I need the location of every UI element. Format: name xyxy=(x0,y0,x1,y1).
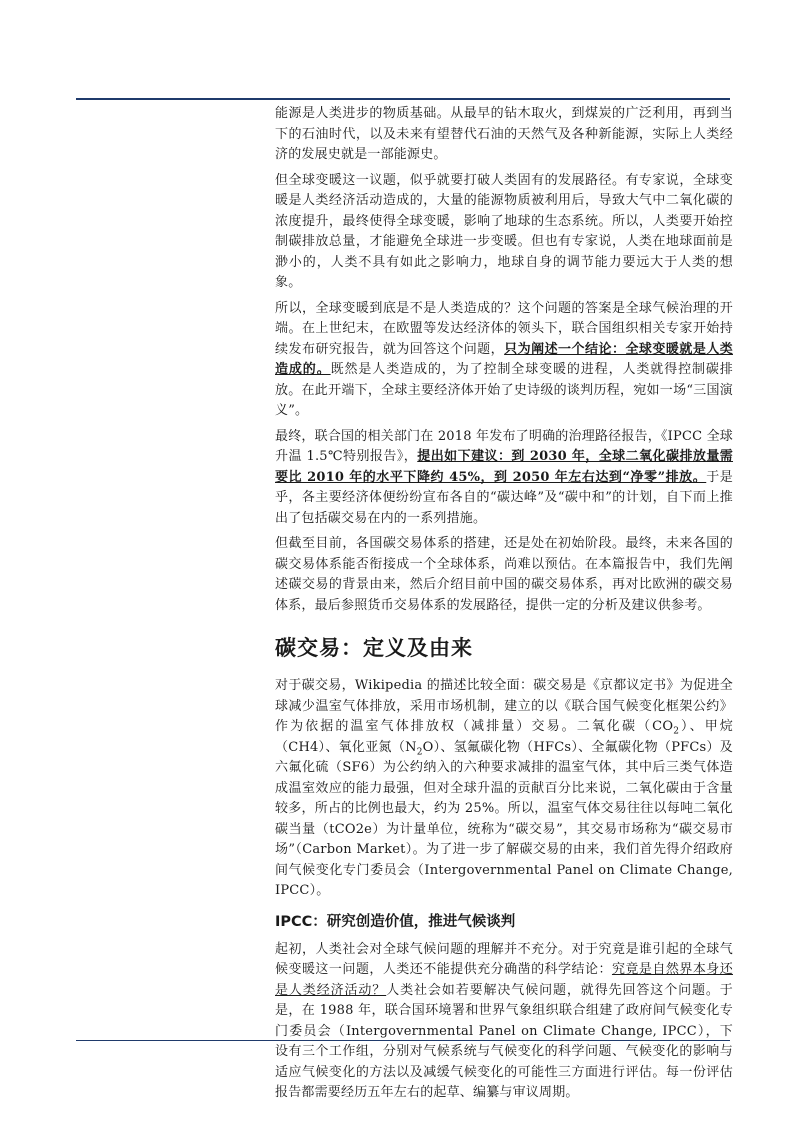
page-body xyxy=(275,104,733,1109)
text-span: 起初，人类社会对全球气候问题的理解并不充分。对于究竟是谁引起的全球气候变暖这一问题，人类还不能提供充分确凿的科学结论： xyxy=(275,941,733,977)
paragraph-ipcc-origin xyxy=(275,299,733,422)
section-title: 碳交易：定义及由来 xyxy=(275,636,473,660)
text-span: 最终，联合国的相关部门在 2018 年发布了明确的治理路径报告，《IPCC 全球升温 1.5℃特别报告》， xyxy=(275,428,733,464)
text-span: 对于碳交易，Wikipedia 的描述比较全面：碳交易是《京都议定书》为促进全球减少温室气体排放，采用市场机制，建立的以《联合国气候变化框架公约》作为依据的温室气体排放权（减排量）交易。二氧化碳（CO xyxy=(275,678,733,734)
subscript: 2 xyxy=(416,747,423,758)
text-span: 既然是人类造成的，为了控制全球变暖的进程，人类就得控制碳排放。在此开端下，全球主要经济体开始了史诗级的谈判历程，宛如一场“三国演义”。 xyxy=(275,362,733,418)
emphasis-conclusion: 只为阐述一个结论：全球变暖就是人类造成的。 xyxy=(275,341,733,377)
paragraph-ipcc-report xyxy=(275,427,733,530)
paragraph-report-outline: 但截至目前，各国碳交易体系的搭建，还是处在初始阶段。最终，未来各国的碳交易体系能否衔接成一个全球体系，尚难以预估。在本篇报告中，我们先阐述碳交易的背景由来，然后介绍目前中国的碳交易体系，再对比欧洲的碳交易体系，最后参照货币交易体系的发展路径，提供一定的分析及建议供参考。 xyxy=(275,536,733,613)
header-rule xyxy=(76,98,730,100)
subsection-title: IPCC：研究创造价值，推进气候谈判 xyxy=(275,913,516,930)
text-span: 人类社会如若要解决气候问题，就得先回答这个问题。于是，在 1988 年，联合国环境署和世界气象组织联合组建了政府间气候变化专门委员会（Intergovernmental Panel on Climate Change, IPCC），下设有三个工作组，分别对气候系统与气候变化的科学问题、气候变化的影响与适应气候变化的方法以及减缓气候变化的可能性三方面进行评估。每一份评估报告都需要经历五年左右的起草、编纂与审议周期。 xyxy=(275,982,733,1100)
subscript: 2 xyxy=(673,726,680,737)
emphasis-question: 究竟是自然界本身还是人类经济活动？ xyxy=(275,962,733,998)
paragraph-carbon-trading-definition xyxy=(275,676,733,902)
paragraph-global-warming-debate: 但全球变暖这一议题，似乎就要打破人类固有的发展路径。有专家说，全球变暖是人类经济活动造成的，大量的能源物质被利用后，导致大气中二氧化碳的浓度提升，最终使得全球变暖，影响了地球的生态系统。所以，人类要开始控制碳排放总量，才能避免全球进一步变暖。但也有专家说，人类在地球面前是渺小的，人类不具有如此之影响力，地球自身的调节能力要远大于人类的想象。 xyxy=(275,172,733,290)
text-span: 于是乎，各主要经济体便纷纷宣布各自的“碳达峰”及“碳中和”的计划，自下而上推出了包括碳交易在内的一系列措施。 xyxy=(275,469,733,526)
text-span: ）、甲烷（CH4）、氧化亚氮（N xyxy=(275,719,733,755)
emphasis-targets: 提出如下建议：到 2030 年，全球二氧化碳排放量需要比 2010 年的水平下降约 45%，到 2050 年左右达到“净零”排放。 xyxy=(275,449,734,485)
footer-rule xyxy=(76,1040,730,1041)
text-span: 所以，全球变暖到底是不是人类造成的？这个问题的答案是全球气候治理的开端。在上世纪末，在欧盟等发达经济体的领头下，联合国组织相关专家开始持续发布研究报告，就为回答这个问题， xyxy=(275,300,733,357)
text-span: O）、氢氟碳化物（HFCs）、全氟碳化物（PFCs）及六氟化硫（SF6）为公约纳入的六种要求减排的温室气体，其中后三类气体造成温室效应的能力最强，但对全球升温的贡献百分比来说，二氧化碳由于含量较多，所占的比例也最大，约为 25%。所以，温室气体交易往往以每吨二氧化碳当量（tCO2e）为计量单位，统称为“碳交易”，其交易市场称为“碳交易市场”（Carbon Market）。为了进一步了解碳交易的由来，我们首先得介绍政府间气候变化专门委员会（Intergovernmental Panel on Climate Change, IPCC）。 xyxy=(275,739,733,898)
paragraph-ipcc-history xyxy=(275,940,733,1104)
paragraph-energy-history: 能源是人类进步的物质基础。从最早的钻木取火，到煤炭的广泛利用，再到当下的石油时代，以及未来有望替代石油的天然气及各种新能源，实际上人类经济的发展史就是一部能源史。 xyxy=(275,106,733,162)
